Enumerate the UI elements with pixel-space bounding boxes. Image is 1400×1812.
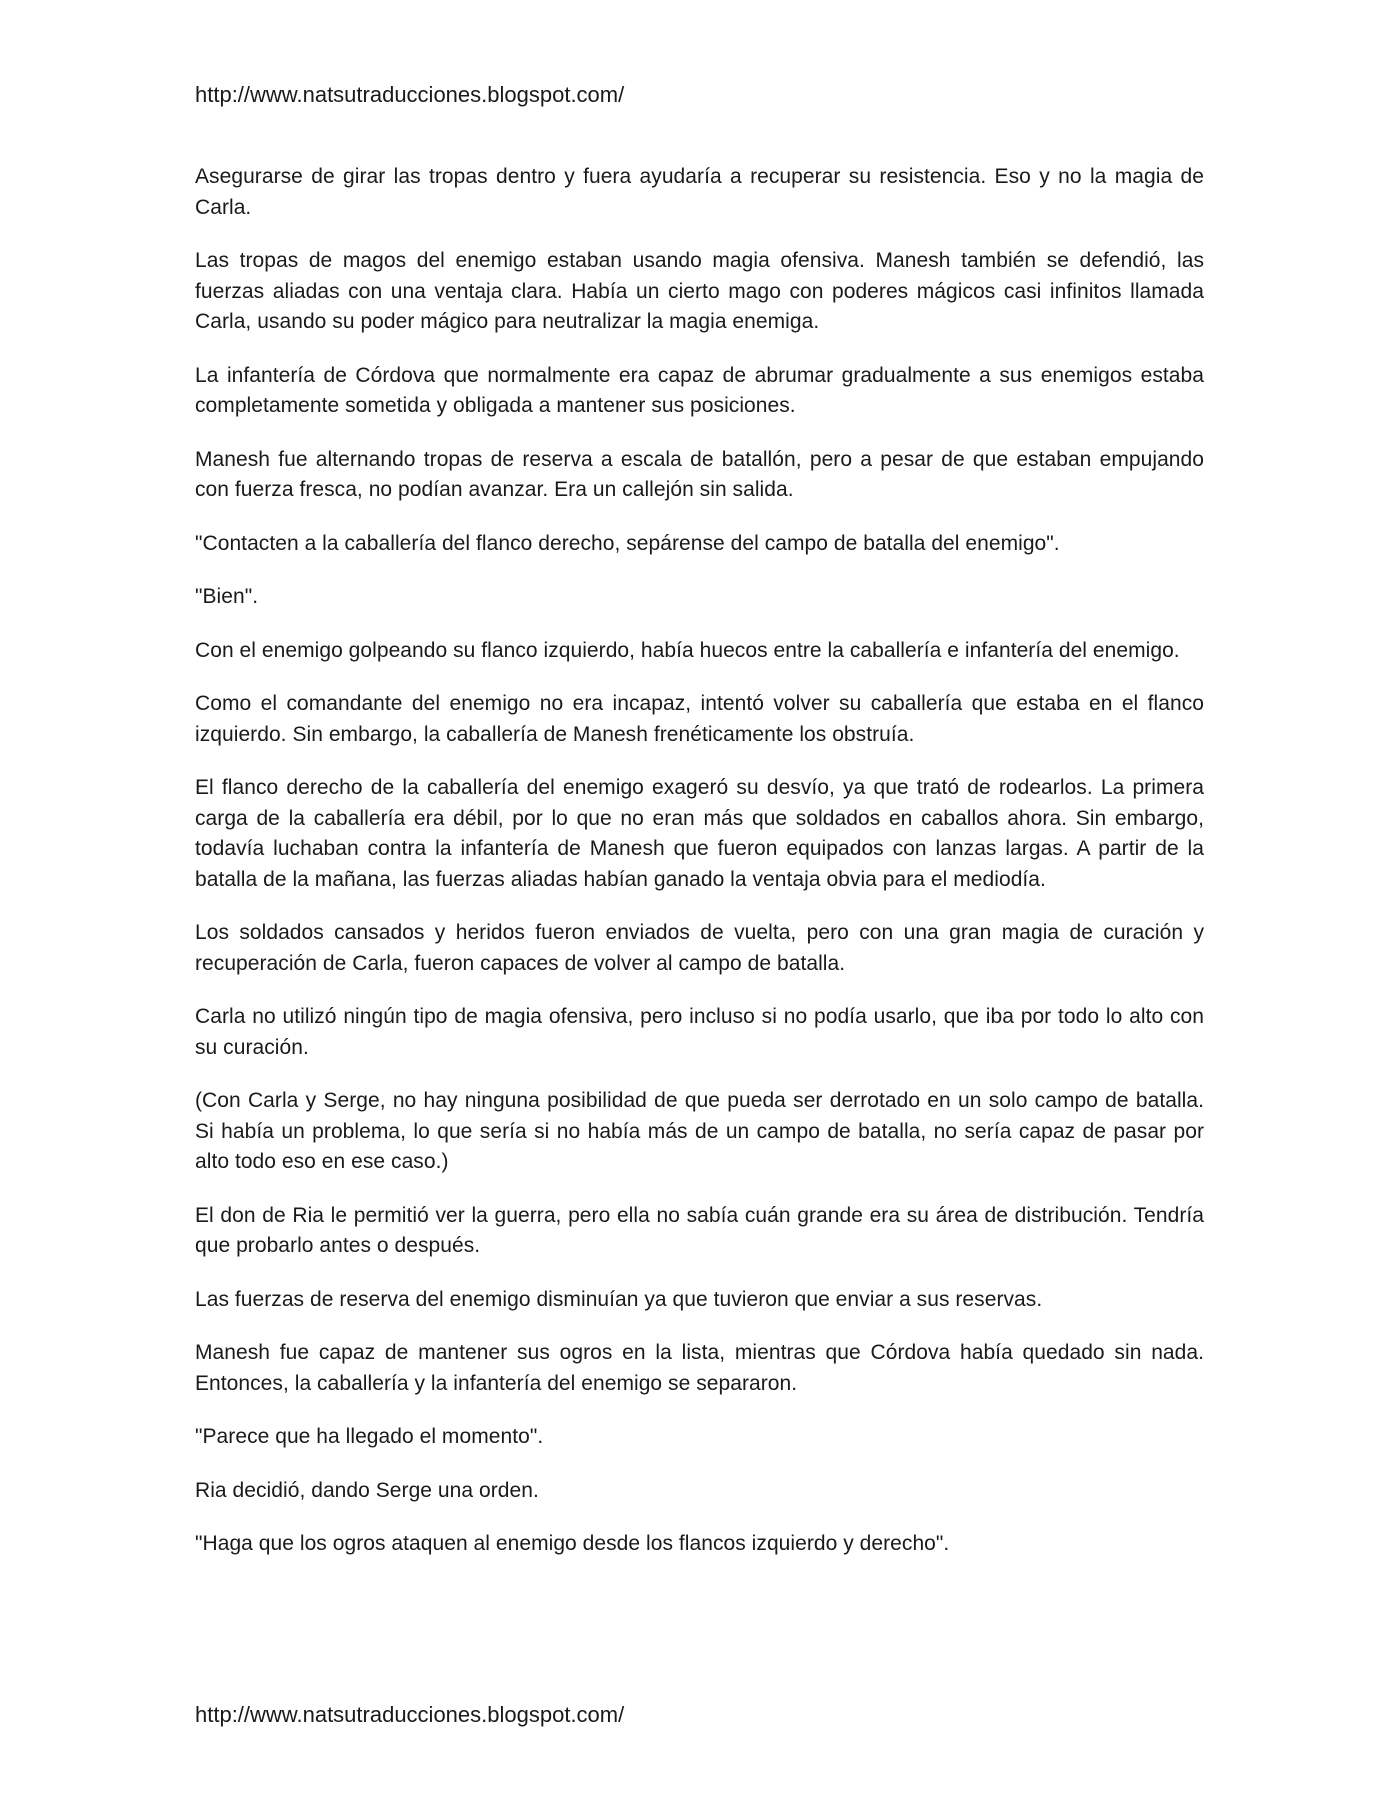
paragraph: (Con Carla y Serge, no hay ninguna posibilidad de que pueda ser derrotado en un solo campo de batalla. Si había un problema, lo que sería si no había más de un campo de batalla, no sería capaz de pasar por alto todo eso en ese caso.) bbox=[195, 1089, 1204, 1173]
paragraph: "Haga que los ogros ataquen al enemigo desde los flancos izquierdo y derecho". bbox=[195, 1532, 950, 1555]
paragraph: Manesh fue capaz de mantener sus ogros en la lista, mientras que Córdova había quedado sin nada. Entonces, la caballería y la infantería del enemigo se separaron. bbox=[195, 1341, 1204, 1395]
paragraph: "Bien". bbox=[195, 585, 259, 608]
paragraph: Como el comandante del enemigo no era incapaz, intentó volver su caballería que estaba en el flanco izquierdo. Sin embargo, la caballería de Manesh frenéticamente los obstruía. bbox=[195, 692, 1204, 746]
paragraph: "Contacten a la caballería del flanco derecho, sepárense del campo de batalla del enemigo". bbox=[195, 531, 1060, 555]
paragraph: Los soldados cansados y heridos fueron enviados de vuelta, pero con una gran magia de curación y recuperación de Carla, fueron capaces de volver al campo de batalla. bbox=[195, 921, 1204, 975]
paragraph: La infantería de Córdova que normalmente era capaz de abrumar gradualmente a sus enemigos estaba completamente sometida y obligada a mantener sus posiciones. bbox=[195, 363, 1204, 417]
paragraph: Con el enemigo golpeando su flanco izquierdo, había huecos entre la caballería e infantería del enemigo. bbox=[195, 638, 1180, 662]
paragraph: Manesh fue alternando tropas de reserva a escala de batallón, pero a pesar de que estaban empujando con fuerza fresca, no podían avanzar. Era un callejón sin salida. bbox=[195, 447, 1204, 501]
footer-url: http://www.natsutraducciones.blogspot.com/ bbox=[195, 1702, 625, 1727]
paragraph: "Parece que ha llegado el momento". bbox=[195, 1425, 544, 1448]
paragraph: Carla no utilizó ningún tipo de magia ofensiva, pero incluso si no podía usarlo, que iba por todo lo alto con su curación. bbox=[195, 1005, 1204, 1059]
paragraph: Asegurarse de girar las tropas dentro y fuera ayudaría a recuperar su resistencia. Eso y no la magia de Carla. bbox=[195, 165, 1204, 219]
body-text bbox=[195, 162, 1204, 1583]
header-url: http://www.natsutraducciones.blogspot.com/ bbox=[195, 82, 625, 107]
paragraph: El don de Ria le permitió ver la guerra, pero ella no sabía cuán grande era su área de distribución. Tendría que probarlo antes o después. bbox=[195, 1203, 1204, 1257]
paragraph: Ria decidió, dando Serge una orden. bbox=[195, 1478, 539, 1502]
paragraph: El flanco derecho de la caballería del enemigo exageró su desvío, ya que trató de rodearlos. La primera carga de la caballería era débil, por lo que no eran más que soldados en caballos ahora. Sin embargo, todavía luchaban contra la infantería de Manesh que fueron equipados con lanzas largas. A partir de la batalla de la mañana, las fuerzas aliadas habían ganado la ventaja obvia para el mediodía. bbox=[195, 776, 1204, 891]
paragraph: Las tropas de magos del enemigo estaban usando magia ofensiva. Manesh también se defendió, las fuerzas aliadas con una ventaja clara. Había un cierto mago con poderes mágicos casi infinitos llamada Carla, usando su poder mágico para neutralizar la magia enemiga. bbox=[195, 249, 1204, 333]
paragraph: Las fuerzas de reserva del enemigo disminuían ya que tuvieron que enviar a sus reservas. bbox=[195, 1287, 1043, 1311]
